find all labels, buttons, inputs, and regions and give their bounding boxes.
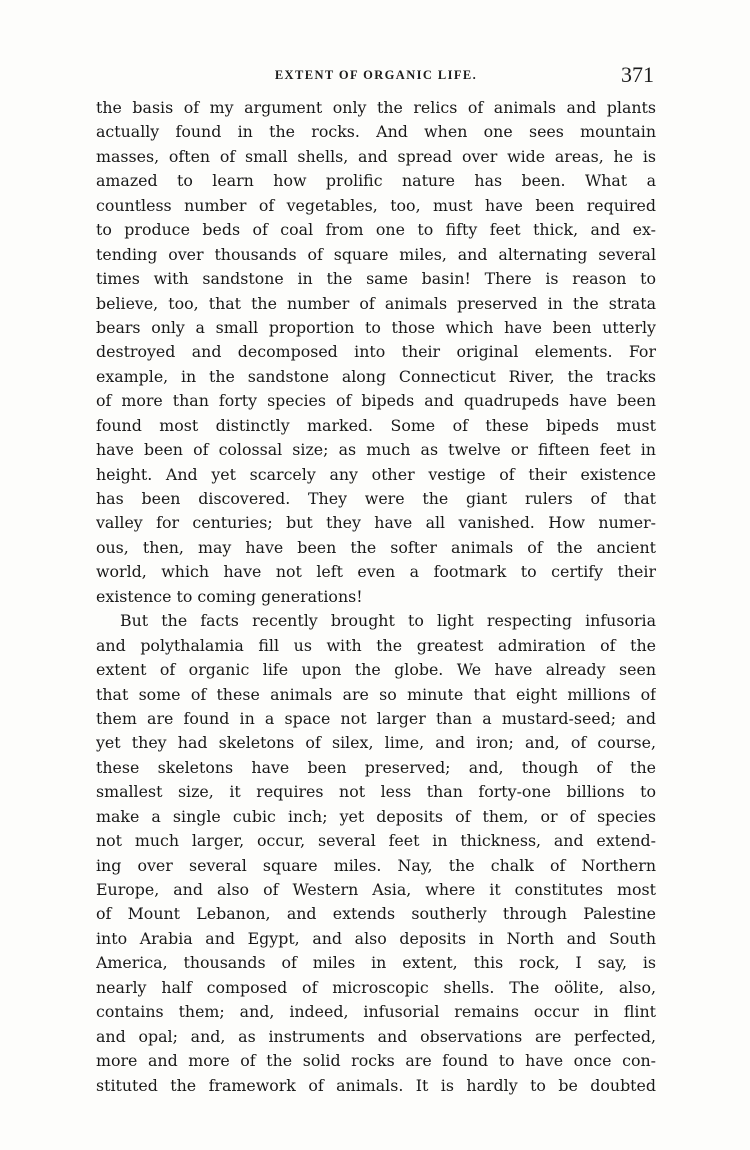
text-line: nearly half composed of microscopic shells. The oölite, also, [96, 977, 656, 997]
text-line: into Arabia and Egypt, and also deposits in North and South [96, 928, 656, 948]
text-line: not much larger, occur, several feet in thickness, and extend- [96, 831, 656, 851]
text-line: and opal; and, as instruments and observations are perfected, [96, 1026, 656, 1046]
paragraph-2 [96, 609, 656, 1098]
body-text [96, 96, 656, 1098]
text-line: ing over several square miles. Nay, the chalk of Northern [96, 855, 656, 875]
text-line: the basis of my argument only the relics of animals and plants [96, 98, 656, 117]
text-line: actually found in the rocks. And when one sees mountain [96, 122, 656, 142]
text-line: masses, often of small shells, and spread over wide areas, he is [96, 146, 656, 166]
text-line: existence to coming generations! [96, 586, 363, 606]
text-line: height. And yet scarcely any other vestige of their existence [96, 464, 656, 484]
text-line: of more than forty species of bipeds and quadrupeds have been [96, 391, 656, 411]
text-line: that some of these animals are so minute that eight millions of [96, 684, 656, 704]
text-line: and polythalamia fill us with the greatest admiration of the [96, 635, 656, 655]
text-line: yet they had skeletons of silex, lime, and iron; and, of course, [96, 733, 656, 753]
text-line: extent of organic life upon the globe. We have already seen [96, 660, 656, 680]
page-number: 371 [621, 62, 654, 87]
text-line: them are found in a space not larger than a mustard-seed; and [96, 708, 656, 728]
text-line: times with sandstone in the same basin! There is reason to [96, 269, 656, 289]
text-line: amazed to learn how prolific nature has been. What a [96, 171, 656, 191]
text-line: make a single cubic inch; yet deposits of them, or of species [96, 806, 656, 826]
text-line: smallest size, it requires not less than forty-one billions to [96, 782, 656, 802]
text-line: valley for centuries; but they have all vanished. How numer- [96, 513, 656, 533]
text-line: countless number of vegetables, too, must have been required [96, 195, 656, 215]
text-line: world, which have not left even a footmark to certify their [96, 562, 656, 582]
text-line: has been discovered. They were the giant rulers of that [96, 489, 656, 508]
text-line: stituted the framework of animals. It is hardly to be doubted [96, 1075, 656, 1095]
text-line: America, thousands of miles in extent, this rock, I say, is [96, 953, 656, 973]
paragraph-1 [96, 96, 656, 609]
text-line: But the facts recently brought to light respecting infusoria [120, 611, 656, 631]
text-line: bears only a small proportion to those which have been utterly [96, 317, 656, 337]
text-line: destroyed and decomposed into their original elements. For [96, 342, 656, 362]
running-title: EXTENT OF ORGANIC LIFE. [274, 68, 478, 82]
text-line: contains them; and, indeed, infusorial remains occur in flint [96, 1002, 656, 1022]
text-line: believe, too, that the number of animals preserved in the strata [96, 293, 656, 313]
text-line: of Mount Lebanon, and extends southerly through Palestine [96, 904, 656, 924]
text-line: have been of colossal size; as much as twelve or fifteen feet in [96, 440, 656, 460]
text-line: found most distinctly marked. Some of these bipeds must [96, 415, 656, 435]
text-line: Europe, and also of Western Asia, where it constitutes most [96, 880, 656, 899]
text-line: tending over thousands of square miles, and alternating several [96, 244, 656, 264]
text-line: example, in the sandstone along Connecticut River, the tracks [96, 366, 656, 386]
text-line: ous, then, may have been the softer animals of the ancient [96, 537, 656, 557]
text-line: these skeletons have been preserved; and, though of the [96, 757, 656, 777]
text-line: to produce beds of coal from one to fifty feet thick, and ex- [96, 220, 656, 240]
text-line: more and more of the solid rocks are found to have once con- [96, 1051, 656, 1071]
running-head [96, 62, 656, 88]
